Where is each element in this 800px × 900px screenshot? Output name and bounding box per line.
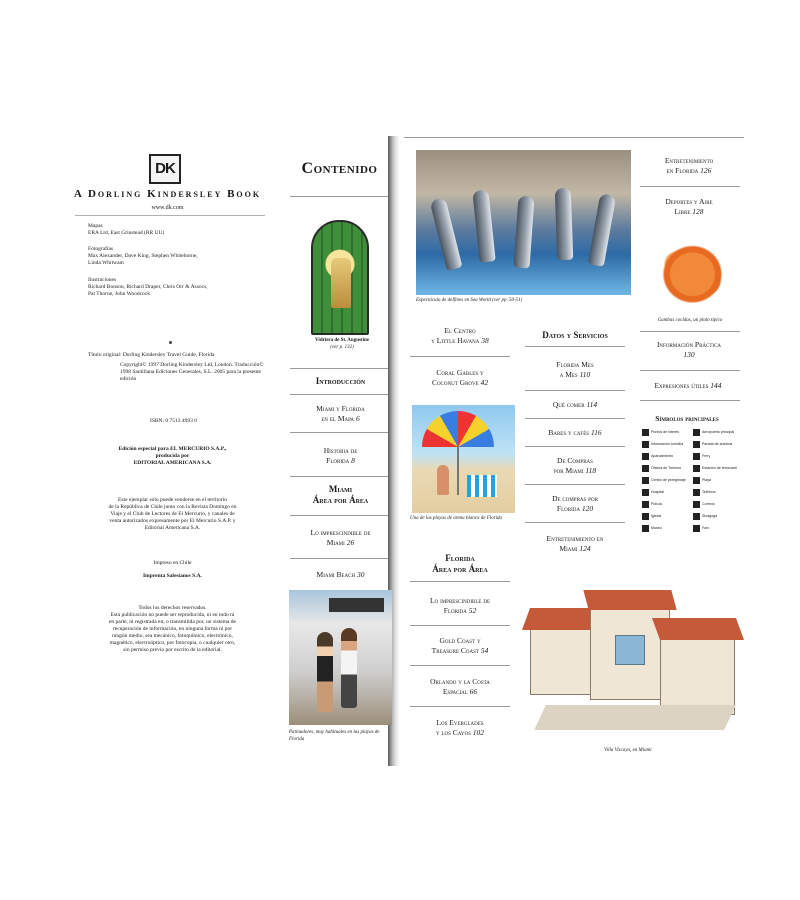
toc-label: y Little Havana [431,336,480,345]
dolphin-caption: Espectáculo de delfines en Sea World (ver pp. 50-51) [416,298,523,303]
toc-item-compras-miami[interactable] [520,456,630,476]
rights-line: recuperación de información, en ninguna forma ni por [112,626,233,632]
toc-page: 38 [481,336,489,345]
symbol-icon [693,501,700,508]
villa-wing [660,635,735,715]
symbol-label: Policía [651,502,662,506]
symbol-icon [693,441,700,448]
divider [410,706,510,707]
symbol-icon [642,441,649,448]
divider [640,370,740,371]
toc-page: 110 [579,370,591,379]
divider [640,186,740,187]
villa-roof [583,590,676,610]
beach-photo [412,405,515,513]
symbol-icon [642,465,649,472]
dolphin-shape [472,189,495,262]
caption-bold: Vidriera de St. Augustine [315,338,369,343]
toc-page: 116 [590,428,602,437]
stained-glass-caption [297,338,387,351]
symbol-item [693,512,740,520]
symbol-label: Iglesia [651,514,662,518]
contents-title: Contenido [301,160,378,177]
symbol-icon [693,477,700,484]
intro-heading: Introducción [315,376,366,386]
toc-page: 130 [683,350,695,359]
symbol-item [642,464,689,472]
miami-area-heading [288,484,393,506]
symbol-item [693,452,740,460]
divider [290,196,388,197]
divider [290,368,388,369]
divider [410,581,510,582]
toc-label: en Florida [666,166,699,175]
toc-page: 144 [710,381,722,390]
toc-item-miami-map[interactable] [288,404,393,424]
special-edition-line: EDITORIAL AMERICANA S.A. [133,460,212,466]
divider [410,665,510,666]
villa-terrace [534,705,736,730]
divider [525,446,625,447]
toc-label: Qué comer [552,400,585,409]
dk-logo: DK [149,154,181,184]
symbol-label: Playa [702,478,711,482]
toc-label: por Miami [553,466,584,475]
website: www.dk.com [151,205,184,211]
toc-label: Miami [559,544,578,553]
toc-page: 54 [480,646,489,655]
stained-glass-image [311,220,369,335]
toc-page: 6 [355,414,360,423]
skaters-photo [289,590,392,725]
credit-line: Linda Whitwam [88,260,124,266]
heading-line: Miami [328,484,353,494]
symbol-label: Correos [702,502,715,506]
symbol-icon [642,477,649,484]
toc-label: Treasure Coast [431,646,479,655]
symbols-legend [642,428,740,532]
toc-item-gold-coast[interactable] [405,636,515,656]
original-title [88,352,273,359]
toc-item-entretenimiento-florida[interactable] [635,156,743,176]
symbol-label: Información turística [651,442,684,446]
toc-page: 114 [586,400,598,409]
symbol-item [642,512,689,520]
toc-label: Gold Coast y [439,636,481,645]
symbol-label: Aeropuerto principal [702,430,735,434]
divider [290,476,388,477]
toc-label: Florida [326,456,350,465]
divider [410,356,510,357]
symbol-label: Hospital [651,490,664,494]
credit-line: Pat Thorne, John Woodcock [88,291,150,297]
symbol-item [642,488,689,496]
rights-line: en parte, ni registrada en, o transmitida por, un sistema de [108,619,236,625]
toc-page: 66 [469,687,478,696]
heading-line: Área por Área [432,564,488,574]
skater-figure [317,632,333,712]
toc-label: Lo imprescindible de [310,528,371,537]
symbol-item [642,452,689,460]
symbol-item [642,476,689,484]
toc-item-history[interactable] [288,446,393,466]
bullet-dot [169,341,172,344]
beach-chair [467,475,497,497]
printer: Imprenta Salesianos S.A. [143,573,202,579]
divider [525,522,625,523]
toc-label: Historia de [323,446,358,455]
divider [290,394,388,395]
sale-line: Viaje y el Club de Lectores de El Mercurio, y canales de [110,511,235,517]
credit-title: Ilustraciones [88,277,117,283]
isbn: ISBN: 0 7513 4993 0 [150,418,198,424]
printed-in: Impreso en Chile [153,560,192,566]
rights-line: Esta publicación no puede ser reproducida, ni en todo ni [110,612,235,618]
divider [525,346,625,347]
publisher-name: A Dorling Kindersley Book [73,188,262,200]
symbol-label: Museo [651,526,662,530]
divider [525,390,625,391]
credit-line: ERA Ltd, East Grinstead (RR UU) [88,230,165,236]
special-edition-line: producida por [155,453,190,459]
symbol-item [693,488,740,496]
divider [75,215,265,216]
special-edition [70,446,275,467]
toc-label: Lo imprescindible de [430,596,490,605]
symbol-label: Puntos de interés [651,430,679,434]
symbol-icon [693,525,700,532]
credit-line: Richard Bonson, Richard Draper, Chris Orr & Assocs, [88,284,208,290]
toc-label: y los Cayos [435,728,471,737]
divider [640,400,740,401]
symbol-item [642,428,689,436]
copyright-line: Traducción© 1998 Santillana Ediciones Generales, S.L. [120,362,264,375]
dolphin-shape [430,197,463,271]
person-figure [437,465,449,495]
toc-item-florida-mes[interactable] [520,360,630,380]
toc-item-deportes[interactable] [635,197,743,217]
rights-line: magnético, electroóptico, por fotocopia, o cualquier otro, [109,640,236,646]
toc-label: Florida [443,606,467,615]
toc-label: Miami [326,538,345,547]
toc-item-everglades[interactable] [405,718,515,738]
toc-label: Orlando y la Costa [430,677,490,686]
shop-sign [329,598,384,612]
rights-line: sin permiso previo por escrito de la editorial. [123,647,222,653]
symbol-icon [642,513,649,520]
symbol-icon [693,489,700,496]
credit-title: Fotografías [88,246,114,252]
dolphin-shape [514,196,535,269]
top-rule [404,137,744,138]
sale-notice [70,497,275,532]
toc-item-expresiones[interactable] [632,381,744,391]
villa-vizcaya-illustration [520,580,745,745]
symbol-item [693,440,740,448]
toc-page: 102 [472,728,485,737]
skaters-caption: Patinadores, muy habituales en las playas de Florida [289,730,380,742]
beach-caption: Una de las playas de arena blanca de Florida [410,516,503,521]
toc-label: Bares y cafés [548,428,590,437]
toc-item-compras-florida[interactable] [520,494,630,514]
toc-item-centro[interactable] [405,326,515,346]
toc-label: El Centro [444,326,476,335]
sale-line: Este ejemplar sólo puede venderse en el territorio [118,497,227,503]
toc-label: Espacial [442,687,468,696]
toc-item-orlando[interactable] [405,677,515,697]
symbol-icon [693,453,700,460]
sale-line: Editorial Americana S.A. [144,525,201,531]
toc-item-bares[interactable] [520,428,630,438]
toc-label: a Mes [559,370,578,379]
toc-item-que-comer[interactable] [520,400,630,410]
dolphin-shape [588,193,616,267]
heading-line: Florida [445,553,475,563]
symbol-label: Centro de peregrinaje [651,478,686,482]
symbol-label: Teléfono [702,490,716,494]
copyright-block [120,362,275,383]
toc-page: 128 [692,207,704,216]
shrimp-photo [650,233,735,308]
toc-item-miami-beach[interactable] [288,570,393,580]
toc-item-coral-gables[interactable] [405,368,515,388]
toc-label: Coral Gables y [436,368,484,377]
toc-page: 42 [480,378,489,387]
symbol-label: Parada de autobús [702,442,733,446]
toc-label: Entretenimiento [664,156,714,165]
toc-label: Información Práctica [656,340,722,349]
toc-page: 30 [356,570,365,579]
toc-label: Expresiones útiles [654,381,709,390]
toc-label: Coconut Grove [431,378,479,387]
original-title-text: Título original: Dorling Kindersley Travel Guide, Florida [88,352,215,358]
credit-line: Max Alexander, Dave King, Stephen Whitehorne, [88,253,198,259]
symbol-label: Oficina de Turismo [651,466,681,470]
divider [525,418,625,419]
villa-roof [652,618,744,640]
rights-line: ningún medio, sea mecánico, fotoquímico, electrónico, [112,633,233,639]
toc-item-entretenimiento-miami[interactable] [520,534,630,554]
umbrella-pole [457,445,459,495]
symbol-icon [693,429,700,436]
symbol-item [693,428,740,436]
toc-item-miami-essentials[interactable] [288,528,393,548]
toc-label: Deportes y Aire [665,197,713,206]
rights-notice [70,605,275,654]
toc-label: Florida Mes [556,360,594,369]
symbol-label: Faro [702,526,710,530]
toc-label: Florida [556,504,580,513]
divider [410,625,510,626]
divider [290,558,388,559]
symbol-item [693,464,740,472]
toc-label: Miami y Florida [316,404,365,413]
symbol-item [642,500,689,508]
toc-label: Miami Beach [316,570,356,579]
special-edition-line: Edición especial para EL MERCURIO S.A.P., [118,446,227,452]
toc-label: Los Everglades [436,718,484,727]
symbol-item [693,524,740,532]
divider [290,432,388,433]
beach-umbrella [422,411,494,447]
symbol-label: Estación de ferrocarril [702,466,737,470]
toc-label: Entretenimiento en [546,534,604,543]
toc-item-florida-essentials[interactable] [405,596,515,616]
dolphin-show-photo [416,150,631,295]
sale-line: venta autorizados expresamente por El Mercurio S.A.P. y [109,518,236,524]
toc-label: De compras por [552,494,598,503]
symbol-icon [693,513,700,520]
symbols-heading: Símbolos principales [655,414,719,423]
symbol-item [642,524,689,532]
symbol-icon [693,465,700,472]
credit-illustrations [88,277,268,298]
florida-area-heading [405,553,515,575]
shrimp-caption: Gambas cocidas, un plato típico [657,318,723,323]
toc-item-informacion-practica[interactable] [635,340,743,360]
credit-title: Mapas [88,223,103,229]
credit-maps [88,223,268,237]
datos-heading: Datos y Servicios [542,330,608,340]
caption-page: (ver p. 132) [330,344,354,350]
symbol-label: Ferry [702,454,711,458]
villa-courtyard [615,635,645,665]
toc-label: en el Mapa [321,414,355,423]
copyright-line: 2005 para la presente edición [120,369,261,382]
toc-page: 124 [579,544,591,553]
symbol-item [693,476,740,484]
divider [290,515,388,516]
skater-figure [341,628,357,708]
sale-line: de la República de Chile junto con la Revista Domingo en [108,504,237,510]
toc-page: 26 [346,538,355,547]
symbol-icon [642,453,649,460]
toc-label: Libre [674,207,691,216]
credit-photos [88,246,268,267]
toc-page: 120 [581,504,594,513]
symbol-icon [642,525,649,532]
symbol-icon [642,489,649,496]
symbol-icon [642,429,649,436]
symbol-icon [642,501,649,508]
rights-line: Todos los derechos reservados. [138,605,207,611]
copyright-line: Copyright© 1997 Dorling Kindersley Ltd, London. [120,362,234,368]
symbol-label: Sinagoga [702,514,718,518]
villa-caption: Villa Vizcaya, en Miami [604,748,652,753]
toc-page: 118 [585,466,597,475]
toc-page: 126 [700,166,712,175]
toc-page: 8 [351,456,355,465]
heading-line: Área por Área [312,495,369,505]
toc-page: 52 [468,606,477,615]
symbol-item [642,440,689,448]
toc-label: De Compras [557,456,593,465]
dolphin-shape [555,188,574,261]
divider [525,484,625,485]
divider [640,331,740,332]
symbol-item [693,500,740,508]
symbol-label: Aparcamiento [651,454,674,458]
